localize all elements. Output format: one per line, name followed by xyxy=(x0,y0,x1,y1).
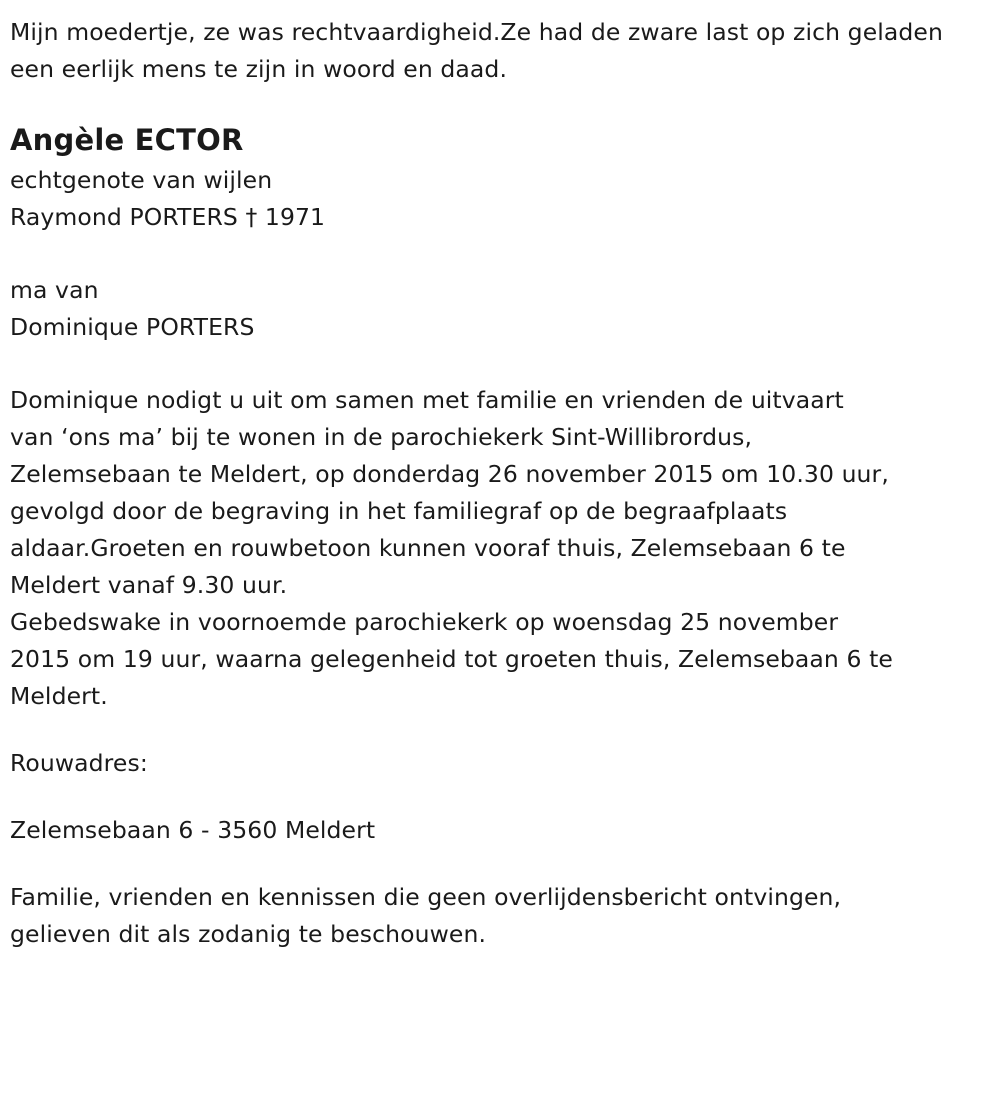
announcement-text xyxy=(10,382,978,715)
child-line-2: Dominique PORTERS xyxy=(10,313,255,341)
announcement-line-1: Dominique nodigt u uit om samen met familie en vrienden de uitvaart xyxy=(10,386,844,414)
spacer xyxy=(10,782,978,812)
closing-line-1: Familie, vrienden en kennissen die geen overlijdensbericht ontvingen, xyxy=(10,883,842,911)
announcement-line-7: Gebedswake in voornoemde parochiekerk op woensdag 25 november xyxy=(10,608,839,636)
announcement-line-3: Zelemsebaan te Meldert, op donderdag 26 november 2015 om 10.30 uur, xyxy=(10,460,889,488)
announcement-line-8: 2015 om 19 uur, waarna gelegenheid tot groeten thuis, Zelemsebaan 6 te xyxy=(10,645,893,673)
intro-line-2: een eerlijk mens te zijn in woord en daad. xyxy=(10,55,508,83)
spacer xyxy=(10,236,978,272)
mourning-address-label: Rouwadres: xyxy=(10,749,148,777)
spacer xyxy=(10,849,978,879)
deceased-name: Angèle ECTOR xyxy=(10,123,244,157)
announcement-line-6: Meldert vanaf 9.30 uur. xyxy=(10,571,288,599)
relation-text xyxy=(10,162,978,236)
announcement-line-2: van ‘ons ma’ bij te wonen in de parochiekerk Sint-Willibrordus, xyxy=(10,423,753,451)
children-text xyxy=(10,272,978,346)
spacer xyxy=(10,715,978,745)
mourning-address: Zelemsebaan 6 - 3560 Meldert xyxy=(10,816,376,844)
announcement-line-4: gevolgd door de begraving in het familiegraf op de begraafplaats xyxy=(10,497,788,525)
child-line-1: ma van xyxy=(10,276,99,304)
intro-text xyxy=(10,14,978,88)
announcement-line-9: Meldert. xyxy=(10,682,108,710)
closing-line-2: gelieven dit als zodanig te beschouwen. xyxy=(10,920,487,948)
announcement-line-5: aldaar.Groeten en rouwbetoon kunnen vooraf thuis, Zelemsebaan 6 te xyxy=(10,534,846,562)
spacer xyxy=(10,88,978,118)
relation-line-1: echtgenote van wijlen xyxy=(10,166,273,194)
spacer xyxy=(10,346,978,382)
intro-line-1: Mijn moedertje, ze was rechtvaardigheid.Ze had de zware last op zich geladen xyxy=(10,18,943,46)
relation-line-2: Raymond PORTERS † 1971 xyxy=(10,203,326,231)
closing-text xyxy=(10,879,978,953)
